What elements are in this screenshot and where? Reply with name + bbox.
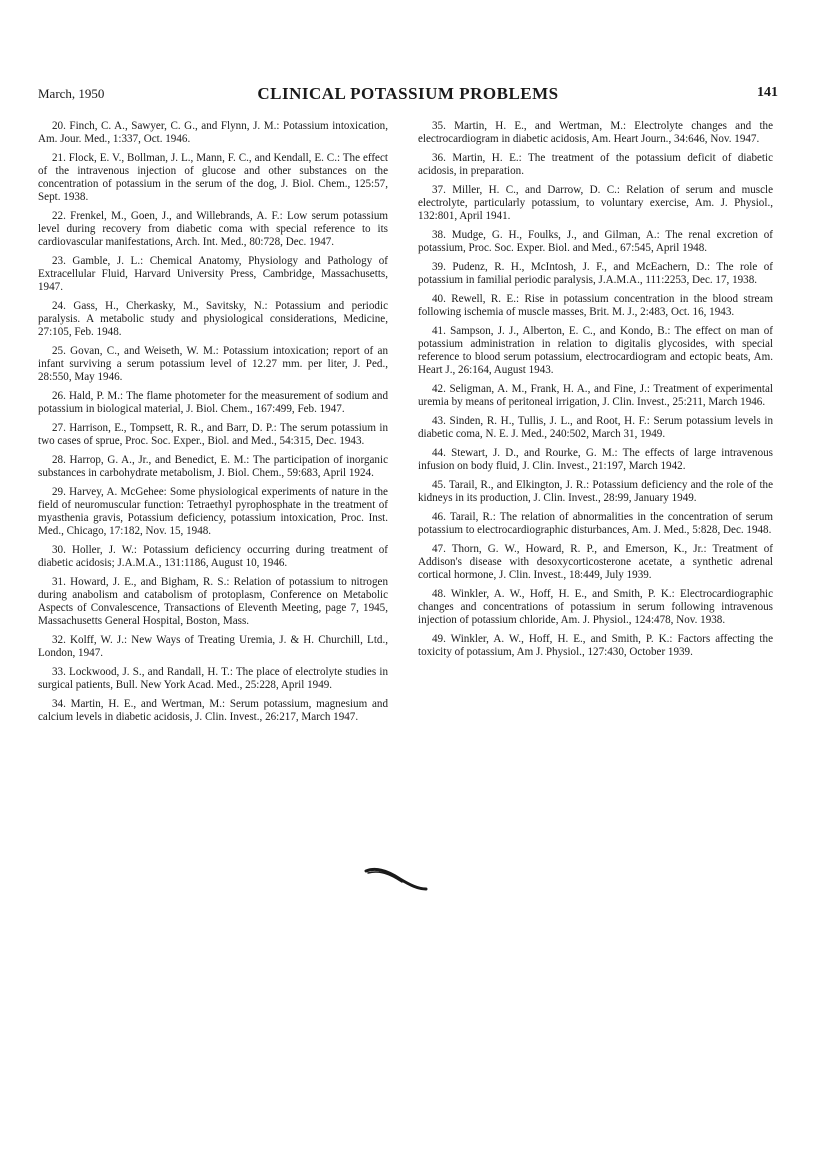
reference-item: 34. Martin, H. E., and Wertman, M.: Serum potassium, magnesium and calcium levels in diabetic acidosis, J. Clin. Invest., 26:217, March 1947. bbox=[38, 698, 388, 723]
end-ornament bbox=[362, 855, 432, 895]
reference-item: 31. Howard, J. E., and Bigham, R. S.: Relation of potassium to nitrogen during anabolism and catabolism of protoplasm, Conference on Metabolic Aspects of Convalescence, Transactions of Eleventh Meeting, page 7, 1945, Massachusetts General Hospital, Boston, Mass. bbox=[38, 576, 388, 627]
running-title: CLINICAL POTASSIUM PROBLEMS bbox=[257, 84, 559, 103]
reference-item: 39. Pudenz, R. H., McIntosh, J. F., and McEachern, D.: The role of potassium in familial periodic paralysis, J.A.M.A., 111:2253, Dec. 17, 1938. bbox=[418, 261, 773, 286]
reference-item: 40. Rewell, R. E.: Rise in potassium concentration in the blood stream following ischemia of muscle masses, Brit. M. J., 2:483, Oct. 16, 1943. bbox=[418, 293, 773, 318]
reference-item: 47. Thorn, G. W., Howard, R. P., and Emerson, K., Jr.: Treatment of Addison's disease with desoxycorticosterone acetate, a synthetic adrenal cortical hormone, J. Clin. Invest., 18:449, July 1939. bbox=[418, 543, 773, 581]
reference-item: 29. Harvey, A. McGehee: Some physiological experiments of nature in the field of neuromuscular function: Tetraethyl pyrophosphate in the treatment of myasthenia gravis, Potassium deficiency, potassium intoxication, Proc. Inst. Med., Chicago, 17:182, Nov. 15, 1948. bbox=[38, 486, 388, 537]
reference-item: 30. Holler, J. W.: Potassium deficiency occurring during treatment of diabetic acidosis; J.A.M.A., 131:1186, August 10, 1946. bbox=[38, 544, 388, 569]
reference-item: 43. Sinden, R. H., Tullis, J. L., and Root, H. F.: Serum potassium levels in diabetic coma, N. E. J. Med., 240:502, March 31, 1949. bbox=[418, 415, 773, 440]
reference-item: 33. Lockwood, J. S., and Randall, H. T.: The place of electrolyte studies in surgical patients, Bull. New York Acad. Med., 25:228, April 1949. bbox=[38, 666, 388, 691]
reference-item: 25. Govan, C., and Weiseth, W. M.: Potassium intoxication; report of an infant surviving a serum potassium level of 12.27 mm. per liter, J. Ped., 28:550, May 1946. bbox=[38, 345, 388, 383]
reference-item: 35. Martin, H. E., and Wertman, M.: Electrolyte changes and the electrocardiogram in diabetic acidosis, Am. Heart Journ., 34:646, Nov. 1947. bbox=[418, 120, 773, 145]
reference-item: 49. Winkler, A. W., Hoff, H. E., and Smith, P. K.: Factors affecting the toxicity of potassium, Am J. Physiol., 127:430, October 1939. bbox=[418, 633, 773, 658]
reference-item: 23. Gamble, J. L.: Chemical Anatomy, Physiology and Pathology of Extracellular Fluid, Harvard University Press, Cambridge, Massachusetts, 1947. bbox=[38, 255, 388, 293]
reference-item: 21. Flock, E. V., Bollman, J. L., Mann, F. C., and Kendall, E. C.: The effect of the intravenous injection of glucose and other substances on the concentration of potassium in the serum of the dog, J. Biol. Chem., 125:57, Sept. 1938. bbox=[38, 152, 388, 203]
page-number: 141 bbox=[757, 85, 778, 100]
reference-item: 37. Miller, H. C., and Darrow, D. C.: Relation of serum and muscle electrolyte, particularly potassium, to voluntary exercise, Am. J. Physiol., 132:801, April 1941. bbox=[418, 184, 773, 222]
reference-item: 45. Tarail, R., and Elkington, J. R.: Potassium deficiency and the role of the kidneys in its production, J. Clin. Invest., 28:99, January 1949. bbox=[418, 479, 773, 504]
reference-item: 20. Finch, C. A., Sawyer, C. G., and Flynn, J. M.: Potassium intoxication, Am. Jour. Med., 1:337, Oct. 1946. bbox=[38, 120, 388, 145]
reference-item: 48. Winkler, A. W., Hoff, H. E., and Smith, P. K.: Electrocardiographic changes and concentrations of potassium in serum following intravenous injection of potassium chloride, Am. J. Physiol., 124:478, Nov. 1938. bbox=[418, 588, 773, 626]
reference-item: 32. Kolff, W. J.: New Ways of Treating Uremia, J. & H. Churchill, Ltd., London, 1947. bbox=[38, 634, 388, 659]
reference-item: 27. Harrison, E., Tompsett, R. R., and Barr, D. P.: The serum potassium in two cases of sprue, Proc. Soc. Exper., Biol. and Med., 54:315, Dec. 1943. bbox=[38, 422, 388, 447]
reference-item: 38. Mudge, G. H., Foulks, J., and Gilman, A.: The renal excretion of potassium, Proc. Soc. Exper. Biol. and Med., 67:545, April 1948. bbox=[418, 229, 773, 254]
reference-item: 26. Hald, P. M.: The flame photometer for the measurement of sodium and potassium in biological material, J. Biol. Chem., 167:499, Feb. 1947. bbox=[38, 390, 388, 415]
reference-item: 24. Gass, H., Cherkasky, M., Savitsky, N.: Potassium and periodic paralysis. A metabolic study and physiological considerations, Medicine, 27:105, Feb. 1948. bbox=[38, 300, 388, 338]
reference-item: 36. Martin, H. E.: The treatment of the potassium deficit of diabetic acidosis, in preparation. bbox=[418, 152, 773, 177]
references-left-column bbox=[38, 120, 388, 730]
running-header bbox=[38, 84, 778, 104]
reference-item: 46. Tarail, R.: The relation of abnormalities in the concentration of serum potassium to electrocardiographic disturbances, Am. J. Med., 5:828, Dec. 1948. bbox=[418, 511, 773, 536]
issue-date: March, 1950 bbox=[38, 86, 105, 101]
references-right-column bbox=[418, 120, 773, 665]
reference-item: 42. Seligman, A. M., Frank, H. A., and Fine, J.: Treatment of experimental uremia by means of peritoneal irrigation, J. Clin. Invest., 25:211, March 1946. bbox=[418, 383, 773, 408]
reference-item: 22. Frenkel, M., Goen, J., and Willebrands, A. F.: Low serum potassium level during recovery from diabetic coma with special reference to its cardiovascular manifestations, Arch. Int. Med., 80:728, Dec. 1947. bbox=[38, 210, 388, 248]
reference-item: 44. Stewart, J. D., and Rourke, G. M.: The effects of large intravenous infusion on body fluid, J. Clin. Invest., 21:197, March 1942. bbox=[418, 447, 773, 472]
reference-item: 28. Harrop, G. A., Jr., and Benedict, E. M.: The participation of inorganic substances in carbohydrate metabolism, J. Biol. Chem., 59:683, April 1924. bbox=[38, 454, 388, 479]
reference-item: 41. Sampson, J. J., Alberton, E. C., and Kondo, B.: The effect on man of potassium administration in relation to digitalis glycosides, with special reference to blood serum potassium, electrocardiogram and ectopic beats, Am. Heart J., 26:164, August 1943. bbox=[418, 325, 773, 376]
